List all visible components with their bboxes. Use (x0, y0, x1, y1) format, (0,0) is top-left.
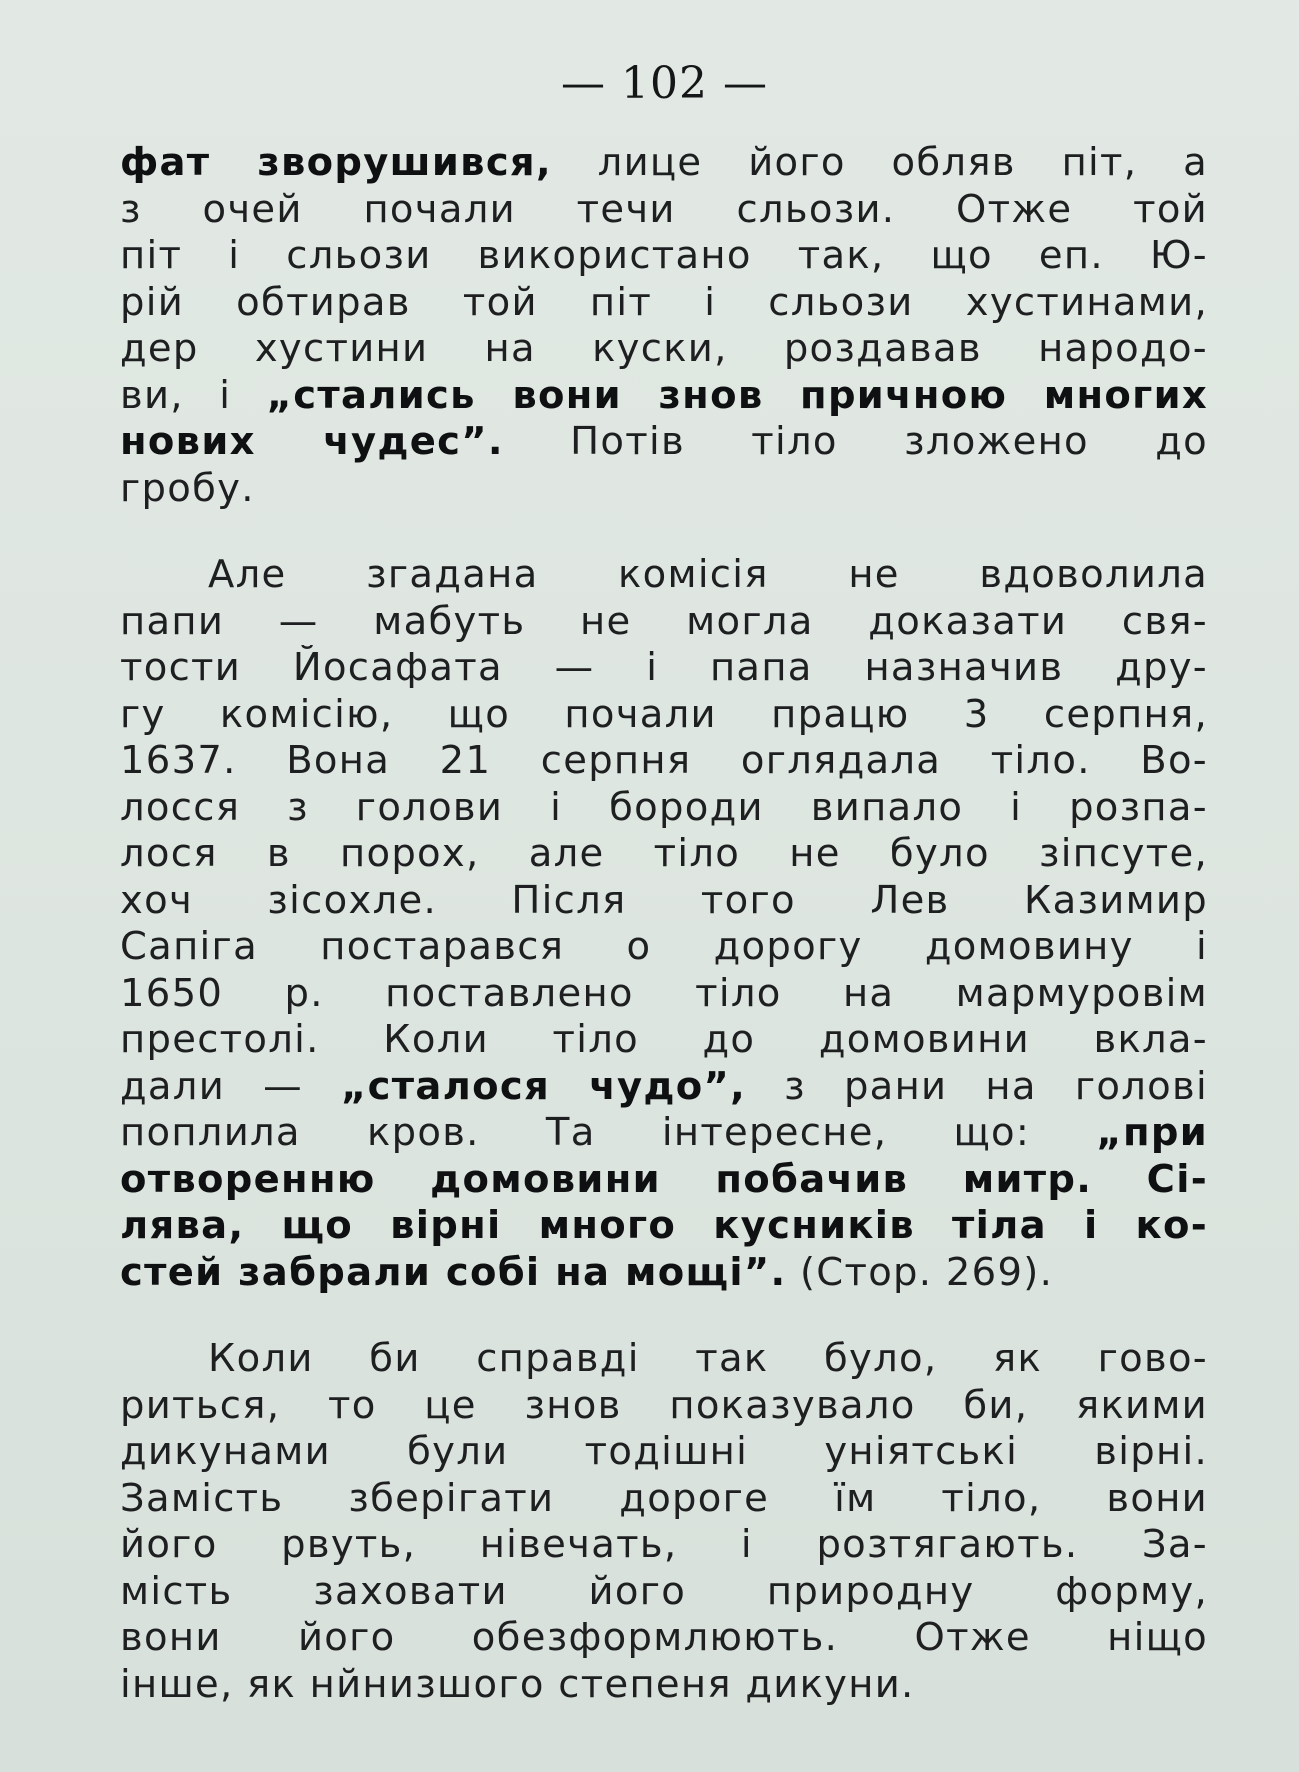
text-line (120, 552, 1208, 599)
text-line (120, 373, 1208, 420)
text-segment: піт і сльози використано так, що еп. Ю- (120, 233, 1208, 278)
text-line (120, 785, 1208, 832)
text-line (120, 831, 1208, 878)
text-line (120, 692, 1208, 739)
text-line (120, 1017, 1208, 1064)
text-segment: гу комісію, що почали працю 3 серпня, (120, 691, 1208, 737)
body-text (120, 140, 1208, 1708)
text-segment: папи — мабуть не могла доказати свя- (120, 598, 1208, 644)
text-line (120, 233, 1208, 280)
text-segment: Коли би справді так було, як гово- (208, 1336, 1208, 1381)
text-line (120, 1476, 1208, 1523)
text-segment: дер хустини на куски, роздавав народо- (120, 326, 1208, 371)
bold-text-segment: стей забрали собі на мощі”. (120, 1249, 787, 1295)
page-number: — 102 — (561, 58, 768, 109)
text-segment: з рани на голові (746, 1063, 1208, 1109)
paragraph (120, 1336, 1208, 1708)
text-line (120, 645, 1208, 692)
text-segment: ви, і (120, 372, 267, 418)
paragraph-gap (120, 1296, 1208, 1336)
text-segment: дали — (120, 1063, 341, 1109)
text-segment: Але згадана комісія не вдоволила (208, 552, 1208, 597)
bold-text-segment: нових чудес”. (120, 419, 504, 464)
text-segment: 1637. Вона 21 серпня оглядала тіло. Во- (120, 738, 1208, 783)
text-line (120, 971, 1208, 1018)
text-segment: інше, як нйнизшого степеня дикуни. (120, 1661, 915, 1707)
text-segment: дикунами були тодішні уніятські вірні. (120, 1429, 1208, 1474)
bold-text-segment: „стались вони знов причною многих (266, 372, 1208, 418)
text-segment: Сапіга постарався о дорогу домовину і (120, 924, 1208, 969)
text-line (120, 1336, 1208, 1383)
text-segment: Замість зберігати дороге їм тіло, вони (120, 1475, 1208, 1521)
paragraph (120, 140, 1208, 512)
text-segment: гробу. (120, 465, 255, 511)
text-segment: рій обтирав той піт і сльози хустинами, (120, 279, 1208, 325)
bold-text-segment: фат зворушився, (120, 140, 552, 185)
text-segment: хоч зісохле. Після того Лев Казимир (120, 877, 1208, 923)
paragraph (120, 552, 1208, 1296)
text-segment: престолі. Коли тіло до домовини вкла- (120, 1017, 1208, 1062)
text-line (120, 924, 1208, 971)
text-segment: риться, то це знов показувало би, якими (120, 1382, 1208, 1428)
text-line (120, 1157, 1208, 1204)
text-line (120, 1615, 1208, 1662)
text-line (120, 738, 1208, 785)
text-line (120, 1522, 1208, 1569)
text-segment: Потів тіло зложено до (503, 419, 1208, 464)
text-line (120, 1250, 1208, 1297)
text-line (120, 466, 1208, 513)
text-line (120, 599, 1208, 646)
text-segment: мість заховати його природну форму, (120, 1568, 1208, 1614)
text-segment: з очей почали течи сльози. Отже той (120, 186, 1208, 232)
text-line (120, 878, 1208, 925)
bold-text-segment: лява, що вірні много кусників тіла і ко- (120, 1203, 1208, 1248)
text-segment: лосся з голови і бороди випало і розпа- (120, 784, 1208, 830)
text-line (120, 1383, 1208, 1430)
text-line (120, 1203, 1208, 1250)
text-line (120, 326, 1208, 373)
text-line (120, 1662, 1208, 1709)
text-segment: поплила кров. Та інтересне, що: (120, 1110, 1097, 1155)
bold-text-segment: „при (1096, 1110, 1208, 1155)
text-segment: тости Йосафата — і папа назначив дру- (120, 645, 1208, 690)
text-line (120, 419, 1208, 466)
text-line (120, 140, 1208, 187)
bold-text-segment: „сталося чудо”, (340, 1063, 747, 1109)
text-segment: (Стор. 269). (786, 1249, 1054, 1295)
text-line (120, 187, 1208, 234)
text-line (120, 1569, 1208, 1616)
text-line (120, 1110, 1208, 1157)
text-line (120, 1064, 1208, 1111)
bold-text-segment: отворенню домовини побачив митр. Сі- (120, 1156, 1208, 1202)
text-segment: його рвуть, нівечать, і розтягають. За- (120, 1522, 1208, 1567)
text-line (120, 280, 1208, 327)
text-line (120, 1429, 1208, 1476)
text-segment: лося в порох, але тіло не було зіпсуте, (120, 831, 1208, 876)
text-segment: лице його обляв піт, а (551, 140, 1208, 185)
text-segment: вони його обезформлюють. Отже ніщо (120, 1615, 1208, 1660)
text-segment: 1650 р. поставлено тіло на мармуровім (120, 970, 1208, 1016)
paragraph-gap (120, 512, 1208, 552)
